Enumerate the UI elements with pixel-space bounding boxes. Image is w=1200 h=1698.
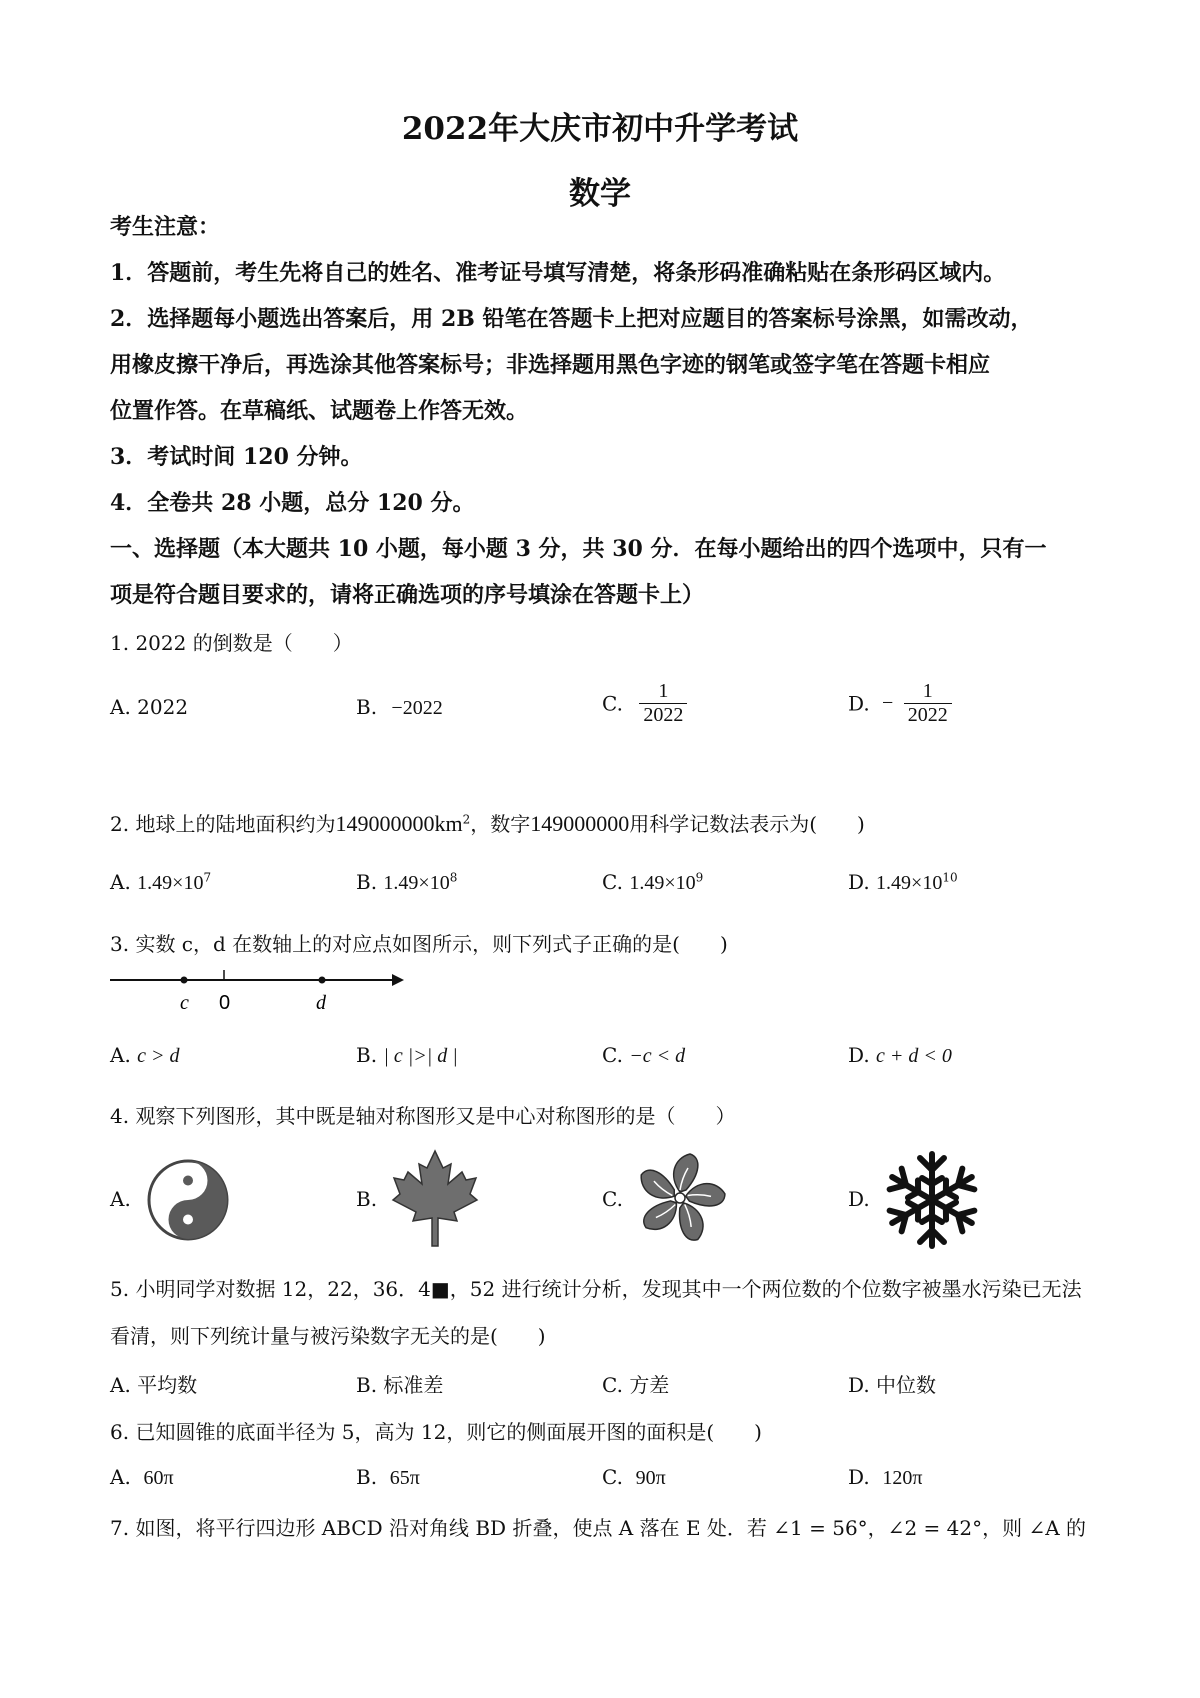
q6-option-a: A. 60π [110,1465,174,1489]
point-c-label: c [180,992,189,1014]
q6-option-d: D. 120π [848,1465,923,1489]
q2-option-a: A. $1.49\times 10^7$ [110,870,212,894]
q1-stem: 1. 2022 的倒数是（ ） [110,631,353,655]
q4-option-a-label: A. [110,1187,131,1211]
q6-option-b: B. 65π [356,1465,420,1489]
q5-option-a: A. 平均数 [110,1373,198,1397]
q5-option-c: C. 方差 [602,1373,670,1397]
number-line-figure [108,965,418,1015]
q3-option-a: A. c > d [110,1043,180,1067]
notice-item-2-cont: 用橡皮擦干净后，再选涂其他答案标号；非选择题用黑色字迹的钢笔或签字笔在答题卡相应 [110,352,991,378]
q5-stem-cont: 看清，则下列统计量与被污染数字无关的是( ) [110,1324,546,1348]
q1-option-d: D. − $\frac{1}{2022}$ [848,680,952,727]
q2-option-d: D. $1.49\times 10^{10}$ [848,870,958,894]
q6-option-c: C. 90π [602,1465,666,1489]
point-d-label: d [316,992,326,1014]
notice-item-2-end: 位置作答。在草稿纸、试题卷上作答无效。 [110,398,529,424]
q4-stem: 4. 观察下列图形，其中既是轴对称图形又是中心对称图形的是（ ） [110,1104,736,1128]
q6-stem: 6. 已知圆锥的底面半径为 5，高为 12，则它的侧面展开图的面积是( ) [110,1420,762,1444]
q4-option-b-label: B. [356,1187,378,1211]
q4-option-c-label: C. [602,1187,623,1211]
notice-item-4: 4．全卷共 28 小题，总分 120 分。 [110,490,475,516]
notice-item-2: 2．选择题每小题选出答案后，用 2B 铅笔在答题卡上把对应题目的答案标号涂黑，如需改动， [110,306,1033,332]
exam-title: 2022年大庆市初中升学考试 [401,111,799,147]
q4-option-d-label: D. [848,1187,870,1211]
q1-option-b: B. −2022 [356,695,443,719]
q3-option-d: D. c + d < 0 [848,1043,952,1067]
q1-option-c: C. $\frac{1}{2022}$ [602,680,687,727]
notice-heading: 考生注意： [110,214,221,240]
q2-option-c: C. $1.49\times 10^9$ [602,870,704,894]
q5-option-b: B. 标准差 [356,1373,444,1397]
q3-option-c: C. −c < d [602,1043,686,1067]
q3-option-b: B. | c |>| d | [356,1043,458,1067]
q5-stem: 5. 小明同学对数据 12，22，36．4■，52 进行统计分析，发现其中一个两位数的个位数字被墨水污染已无法 [110,1277,1082,1301]
snowflake-icon [880,1148,984,1252]
notice-item-1: 1．答题前，考生先将自己的姓名、准考证号填写清楚，将条形码准确粘贴在条形码区域内。 [110,260,1006,286]
fraction: $\frac{1}{2022}$ [904,680,952,727]
q2-stem: 2. 地球上的陆地面积约为$149000000km^2$，数字149000000用科学记数法表示为( ) [110,811,865,836]
yin-yang-icon [146,1158,230,1242]
q5-option-d: D. 中位数 [848,1373,937,1397]
exam-subject: 数学 [569,176,631,212]
maple-leaf-icon [390,1148,480,1248]
bauhinia-flower-icon [632,1150,728,1246]
notice-item-3: 3．考试时间 120 分钟。 [110,444,363,470]
q2-option-b: B. $1.49\times 10^8$ [356,870,458,894]
q7-stem: 7. 如图，将平行四边形 ABCD 沿对角线 BD 折叠，使点 A 落在 E 处．若 ∠1 = 56°，∠2 = 42°，则 ∠A 的 [110,1516,1087,1540]
number-line-arrow [392,974,404,986]
q1-option-a: A. 2022 [110,695,189,719]
fraction: $\frac{1}{2022}$ [639,680,687,727]
zero-label: 0 [219,992,231,1014]
point-d [319,977,326,984]
section1-heading-cont: 项是符合题目要求的，请将正确选项的序号填涂在答题卡上） [110,582,705,608]
point-c [181,977,188,984]
q3-stem: 3. 实数 c，d 在数轴上的对应点如图所示，则下列式子正确的是( ) [110,932,728,956]
section1-heading: 一、选择题（本大题共 10 小题，每小题 3 分，共 30 分．在每小题给出的四个选项中，只有一 [110,536,1047,562]
